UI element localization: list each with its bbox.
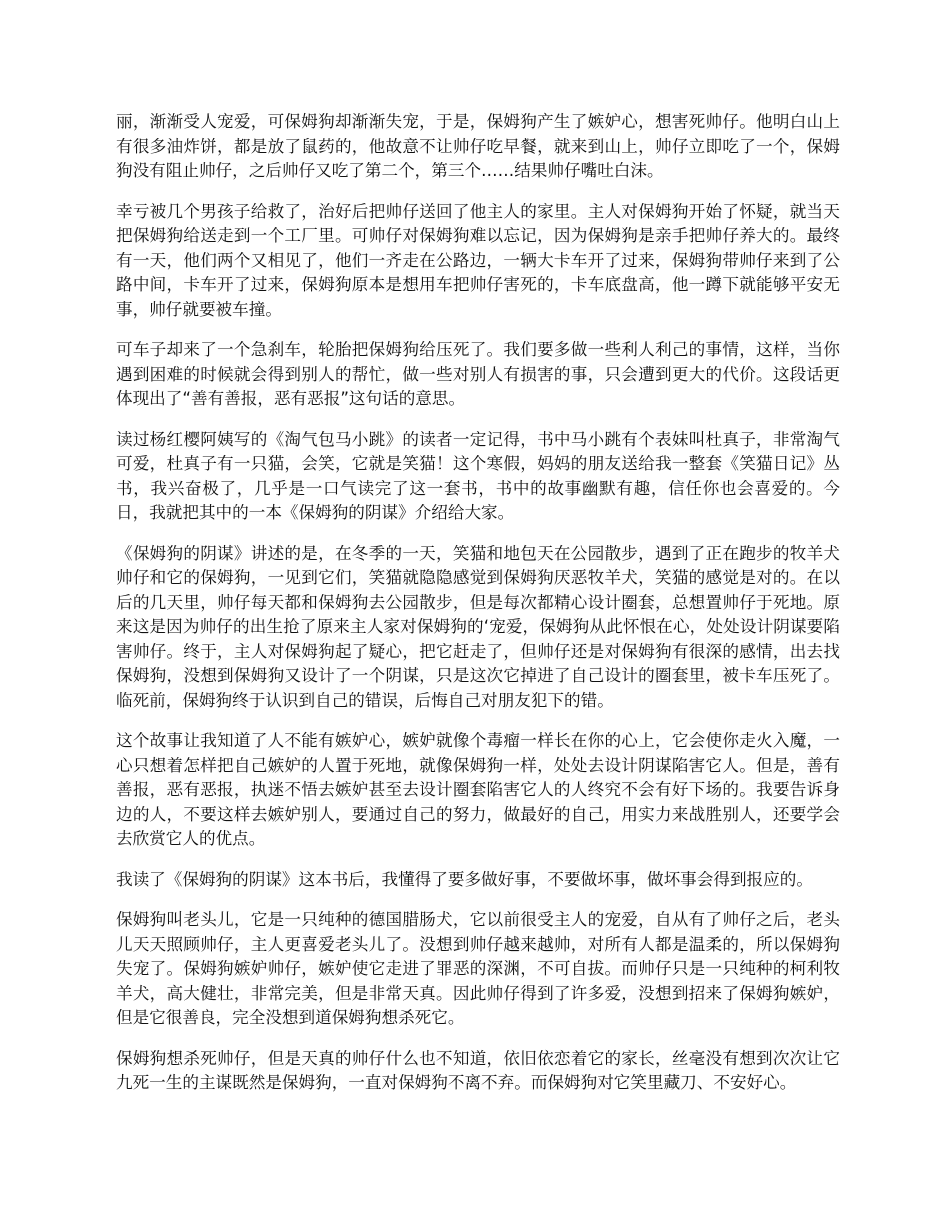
paragraph-3: 可车子却来了一个急刹车，轮胎把保姆狗给压死了。我们要多做一些利人利己的事情，这样，当你遇到困难的时候就会得到别人的帮忙，做一些对别人有损害的事，只会遭到更大的代价。这段话更体现出了“善有善报，恶有恶报”这句话的意思。 bbox=[116, 340, 840, 408]
paragraph-7: 我读了《保姆狗的阴谋》这本书后，我懂得了要多做好事，不要做坏事，做坏事会得到报应的。 bbox=[116, 869, 813, 889]
paragraph-1: 丽，渐渐受人宠爱，可保姆狗却渐渐失宠，于是，保姆狗产生了嫉妒心，想害死帅仔。他明白山上有很多油炸饼，都是放了鼠药的，他故意不让帅仔吃早餐，就来到山上，帅仔立即吃了一个，保姆狗没有阻止帅仔，之后帅仔又吃了第二个，第三个……结果帅仔嘴吐白沫。 bbox=[116, 112, 840, 180]
paragraph-2: 幸亏被几个男孩子给救了，治好后把帅仔送回了他主人的家里。主人对保姆狗开始了怀疑，就当天把保姆狗给送走到一个工厂里。可帅仔对保姆狗难以忘记，因为保姆狗是亲手把帅仔养大的。最终有一天，他们两个又相见了，他们一齐走在公路边，一辆大卡车开了过来，保姆狗带帅仔来到了公路中间，卡车开了过来，保姆狗原本是想用车把帅仔害死的，卡车底盘高，他一蹲下就能够平安无事，帅仔就要被车撞。 bbox=[116, 201, 840, 319]
paragraph-6: 这个故事让我知道了人不能有嫉妒心，嫉妒就像个毒瘤一样长在你的心上，它会使你走火入魔，一心只想着怎样把自己嫉妒的人置于死地，就像保姆狗一样，处处去设计阴谋陷害它人。但是，善有善报，恶有恶报，执迷不悟去嫉妒甚至去设计圈套陷害它人的人终究不会有好下场的。我要告诉身边的人，不要这样去嫉妒别人，要通过自己的努力，做最好的自己，用实力来战胜别人，还要学会去欣赏它人的优点。 bbox=[116, 731, 840, 848]
paragraph-4: 读过杨红樱阿姨写的《淘气包马小跳》的读者一定记得，书中马小跳有个表妹叫杜真子，非常淘气可爱，杜真子有一只猫，会笑，它就是笑猫！这个寒假，妈妈的朋友送给我一整套《笑猫日记》丛书，我兴奋极了，几乎是一口气读完了这一套书，书中的故事幽默有趣，信任你也会喜爱的。今日，我就把其中的一本《保姆狗的阴谋》介绍给大家。 bbox=[116, 429, 840, 522]
document-body bbox=[116, 110, 840, 1096]
paragraph-5: 《保姆狗的阴谋》讲述的是，在冬季的一天，笑猫和地包天在公园散步，遇到了正在跑步的牧羊犬帅仔和它的保姆狗，一见到它们，笑猫就隐隐感觉到保姆狗厌恶牧羊犬，笑猫的感觉是对的。在以后的几天里，帅仔每天都和保姆狗去公园散步，但是每次都精心设计圈套，总想置帅仔于死地。原来这是因为帅仔的出生抢了原来主人家对保姆狗的‘宠爱，保姆狗从此怀恨在心，处处设计阴谋要陷害帅仔。终于，主人对保姆狗起了疑心，把它赶走了，但帅仔还是对保姆狗有很深的感情，出去找保姆狗，没想到保姆狗又设计了一个阴谋，只是这次它掉进了自己设计的圈套里，被卡车压死了。临死前，保姆狗终于认识到自己的错误，后悔自己对朋友犯下的错。 bbox=[116, 543, 840, 710]
paragraph-8: 保姆狗叫老头儿，它是一只纯种的德国腊肠犬，它以前很受主人的宠爱，自从有了帅仔之后，老头儿天天照顾帅仔，主人更喜爱老头儿了。没想到帅仔越来越帅，对所有人都是温柔的，所以保姆狗失宠了。保姆狗嫉妒帅仔，嫉妒使它走进了罪恶的深渊，不可自拔。而帅仔只是一只纯种的柯利牧羊犬，高大健壮，非常完美，但是非常天真。因此帅仔得到了许多爱，没想到招来了保姆狗嫉妒，但是它很善良，完全没想到道保姆狗想杀死它。 bbox=[116, 910, 840, 1027]
paragraph-9: 保姆狗想杀死帅仔，但是天真的帅仔什么也不知道，依旧依恋着它的家长，丝毫没有想到次次让它九死一生的主谋既然是保姆狗，一直对保姆狗不离不弃。而保姆狗对它笑里藏刀、不安好心。 bbox=[116, 1048, 840, 1092]
